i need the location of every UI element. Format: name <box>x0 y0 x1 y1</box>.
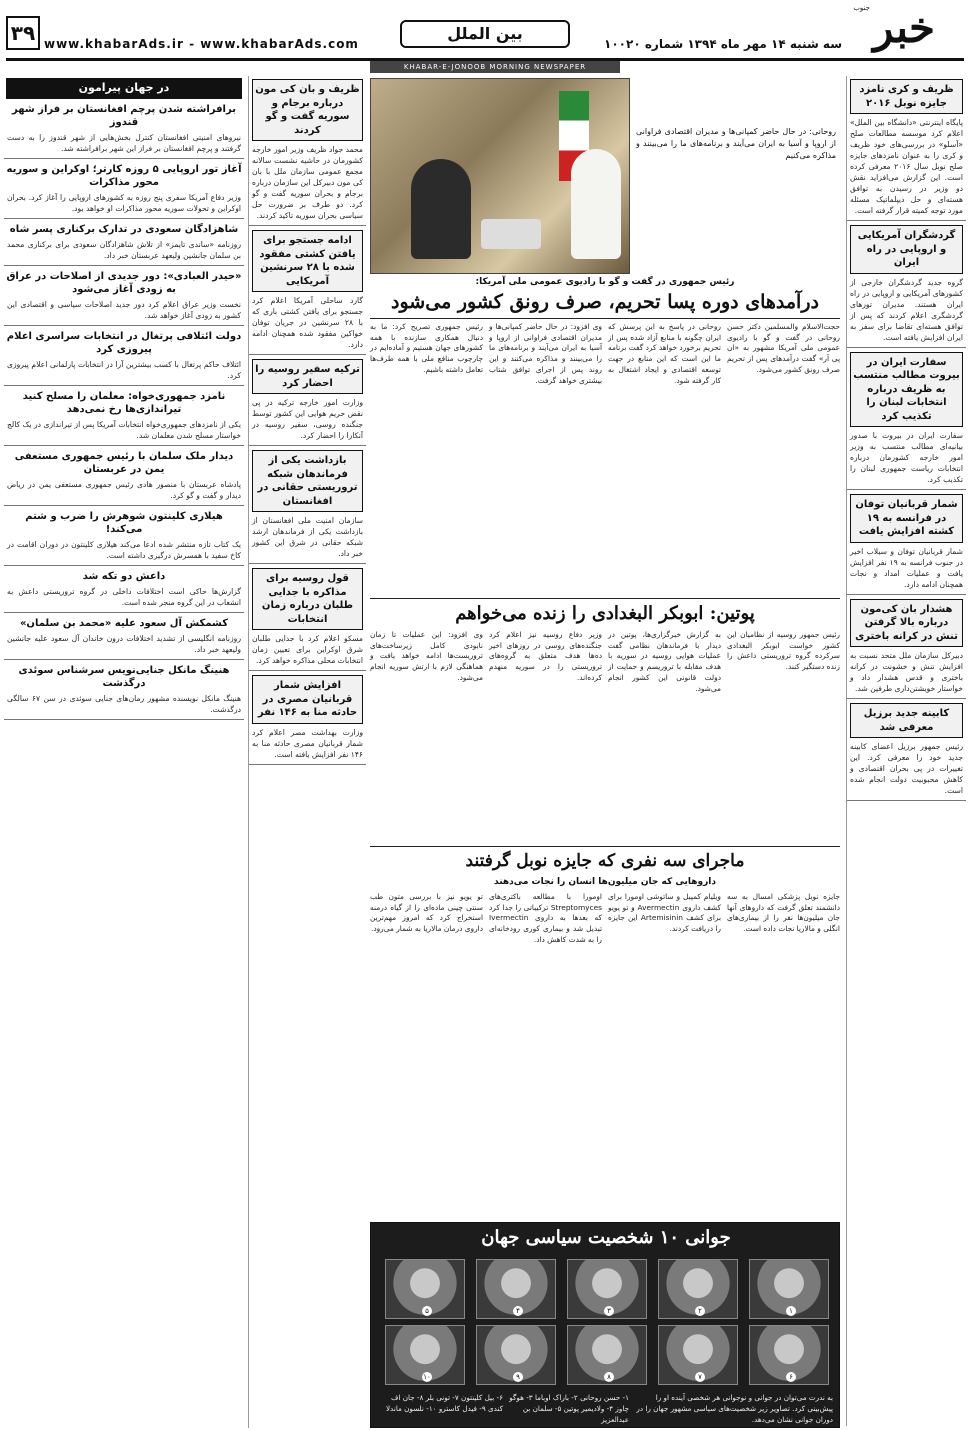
divider <box>370 598 840 599</box>
issue-line: سه شنبه ۱۴ مهر ماه ۱۳۹۴ شماره ۱۰۰۲۰ <box>604 37 842 51</box>
masthead <box>0 0 970 78</box>
story-headline[interactable]: ظریف و کری نامزد جایزه نوبل ۲۰۱۶ <box>850 79 963 114</box>
photo-number: ۱ <box>786 1306 796 1316</box>
feature-kicker: رئیس جمهوری در گفت و گو با رادیوی عمومی ملی آمریکا: <box>475 277 735 287</box>
divider <box>4 218 244 219</box>
middle-column <box>248 76 366 1428</box>
story-body: وزارت امور خارجه ترکیه در پی نقض حریم هوایی این کشور توسط جنگنده روسی، سفیر روسیه در آنکارا را احضار کرد. <box>252 398 363 440</box>
feature-photo <box>370 78 630 274</box>
divider <box>249 563 366 564</box>
story-body: دبیرکل سازمان ملل متحد نسبت به افزایش تنش و خشونت در کرانه باختری و قدس هشدار داد و خواستار خویشتن‌داری طرفین شد. <box>850 651 963 693</box>
divider <box>249 445 366 446</box>
story-paragraph: وزیر دفاع روسیه نیز اعلام کرد جنگنده‌های روسی در روزهای اخیر ده‌ها هدف متعلق به گروه‌های تروریستی را در سوریه منهدم کرده‌اند. <box>489 630 602 682</box>
story-headline[interactable]: قول روسیه برای مذاکره با جدایی طلبان درباره زمان انتخابات <box>252 568 363 630</box>
story-body: سازمان امنیت ملی افغانستان از بازداشت یکی از فرماندهان ارشد شبکه حقانی در شرق این کشور خبر داد. <box>252 516 363 558</box>
story-body: نخست وزیر عراق اعلام کرد دور جدید اصلاحات سیاسی و اقتصادی این کشور به زودی آغاز خواهد شد. <box>7 299 241 320</box>
story-headline[interactable]: برافراشته شدن پرچم افغانستان بر فراز شهر قندوز <box>12 103 236 128</box>
story-body: روزنامه انگلیسی از تشدید اختلافات درون خاندان آل سعود علیه جانشین ولیعهد خبر داد. <box>7 633 241 654</box>
person-figure-icon <box>411 159 471 259</box>
story-body: گروه جدید گردشگران خارجی از کشورهای آمریکایی و اروپایی در راه ایران هستند. مدیران تورهای گردشگری اعلام کردند که پس از توافق هسته‌ای تقاضا برای سفر به ایران افزایش یافته است. <box>850 277 963 342</box>
logo-subtitle: جنوب <box>853 4 870 12</box>
feature-body <box>370 322 840 592</box>
story-paragraph: رئیس جمهور روسیه از نظامیان این کشور خواست ابوبکر البغدادی سرکرده گروه تروریستی داعش را زنده دستگیر کنند. <box>727 630 840 672</box>
story-headline[interactable]: کابینه جدید برزیل معرفی شد <box>850 703 963 738</box>
story-body: پایگاه اینترنتی «دانشگاه بین الملل» اعلام کرد موسسه مطالعات صلح «آسلو» در بررسی‌های خود ظریف و کری را به عنوان نامزدهای جایزه صلح نوبل سال ۲۰۱۶ معرفی کرده است. این گزارش می‌افزاید نقش دو وزیر در رسیدن به توافق هسته‌ای و حل دیپلماتیک مسئله مورد توجه کمیته قرار گرفته است. <box>850 118 964 215</box>
story-paragraph: روحانی در پاسخ به این پرسش که ایران چگونه با منابع آزاد شده پس از تحریم برخورد خواهد کرد گفت برنامه ما این است که این منابع در جهت توسعه اقتصادی و ایجاد اشتغال به کار گرفته شود. <box>608 322 721 385</box>
photo-number: ۳ <box>604 1306 614 1316</box>
story-headline[interactable]: سفارت ایران در بیروت مطالب منتسب به ظریف درباره انتخابات لبنان را تکذیب کرد <box>850 352 963 428</box>
story-headline[interactable]: شاهزادگان سعودی در تدارک برکناری پسر شاه <box>9 223 239 235</box>
story-headline[interactable]: افزایش شمار قربانیان مصری در حادثه منا به ۱۴۶ نفر <box>252 675 363 724</box>
portrait-photo <box>749 1325 829 1385</box>
portrait-photo <box>658 1325 738 1385</box>
story-headline[interactable]: «حیدر العبادی»: دور جدیدی از اصلاحات در عراق به زودی آغاز می‌شود <box>6 270 242 295</box>
photo-grid <box>370 1222 840 1428</box>
photo-grid-intro: به ندرت می‌توان در جوانی و نوجوانی هر شخصی آینده او را پیش‌بینی کرد. تصاویر زیر شخصیت‌های سیاسی مشهور جهان را در دوران جوانی نشان می‌دهد. <box>636 1393 833 1424</box>
column-header: در جهان پیرامون <box>6 78 242 99</box>
story-body: یک کتاب تازه منتشر شده ادعا می‌کند هیلاری کلینتون در دوران اقامت در کاخ سفید با همسرش درگیری داشته است. <box>7 539 241 560</box>
story-body: محمد جواد ظریف وزیر امور خارجه کشورمان در حاشیه نشست سالانه مجمع عمومی سازمان ملل با بان کی مون دبیرکل این سازمان درباره برجام و بحران سوریه گفت و گو کرد. دو طرف بر ضرورت حل سیاسی بحران سوریه تاکید کردند. <box>252 145 363 220</box>
story-headline[interactable]: بازداشت یکی از فرماندهان شبکه تروریستی حقانی در افغانستان <box>252 450 363 512</box>
right-column <box>846 76 966 1426</box>
story-body: شمار قربانیان توفان و سیلاب اخیر در جنوب فرانسه به ۱۹ نفر افزایش یافت و عملیات امداد و نجات همچنان ادامه دارد. <box>850 546 963 589</box>
portrait-photo <box>658 1259 738 1319</box>
portrait-photo <box>476 1325 556 1385</box>
story-body: روزنامه «ساندی تایمز» از تلاش شاهزادگان سعودی برای برکناری محمد بن سلمان جانشین ولیعهد عربستان خبر داد. <box>7 239 241 260</box>
photo-number: ۲ <box>695 1306 705 1316</box>
story-headline[interactable]: هنینگ مانکل جنایی‌نویس سرشناس سوئدی درگذشت <box>18 664 230 689</box>
story-body: مسکو اعلام کرد با جدایی طلبان شرق اوکراین برای تعیین زمان انتخابات محلی مذاکره خواهد کرد. <box>252 634 363 665</box>
photo-number: ۵ <box>422 1306 432 1316</box>
story-body: رئیس جمهور برزیل اعضای کابینه جدید خود را معرفی کرد. این تغییرات در پی بحران اقتصادی و کاهش محبوبیت دولت انجام شده است. <box>850 742 963 795</box>
photo-number: ۶ <box>786 1372 796 1382</box>
story-body: هنینگ مانکل نویسنده مشهور رمان‌های جنایی سوئدی در سن ۶۷ سالگی درگذشت. <box>7 693 241 714</box>
section-title: بین الملل <box>400 20 570 48</box>
divider <box>249 225 366 226</box>
photo-number: ۴ <box>513 1306 523 1316</box>
portrait-photo <box>385 1325 465 1385</box>
divider <box>847 489 966 490</box>
divider <box>847 698 966 699</box>
divider <box>249 670 366 671</box>
story-headline[interactable]: ترکیه سفیر روسیه را احضار کرد <box>252 359 363 394</box>
story-body: وزارت بهداشت مصر اعلام کرد شمار قربانیان مصری حادثه منا به ۱۴۶ نفر افزایش یافته است. <box>252 727 363 759</box>
putin-headline: پوتین: ابوبکر البغدادی را زنده می‌خواهم <box>455 603 755 624</box>
story-body: گزارش‌ها حاکی است اختلافات داخلی در گروه تروریستی داعش به انشعاب در این گروه منجر شده است. <box>7 586 241 607</box>
divider <box>370 318 840 319</box>
portrait-photo <box>385 1259 465 1319</box>
divider <box>4 265 244 266</box>
photo-number: ۱۰ <box>423 1373 431 1381</box>
story-body: نیروهای امنیتی افغانستان کنترل بخش‌هایی از شهر قندوز را به دست گرفتند و پرچم افغانستان بر فراز این شهر برافراشته شد. <box>7 132 241 153</box>
person-figure-icon <box>571 149 621 259</box>
site-url[interactable]: www.khabarAds.ir - www.khabarAds.com <box>44 37 359 51</box>
divider <box>4 505 244 506</box>
photo-number: ۷ <box>695 1372 705 1382</box>
portrait-photo <box>476 1259 556 1319</box>
story-body: وزیر دفاع آمریکا سفری پنج روزه به کشورهای اروپایی را آغاز کرد. بحران اوکراین و تحولات سوریه محور مذاکرات او خواهد بود. <box>7 192 241 213</box>
nobel-subheadline: داروهایی که جان میلیون‌ها انسان را نجات می‌دهند <box>494 877 716 887</box>
divider <box>249 354 366 355</box>
divider <box>249 764 366 765</box>
newspaper-logo: خبر <box>873 3 935 52</box>
portrait-photo <box>749 1259 829 1319</box>
story-body: پادشاه عربستان با منصور هادی رئیس جمهوری مستعفی یمن در ریاض دیدار و گفت و گو کرد. <box>7 479 241 500</box>
divider <box>847 594 966 595</box>
story-headline[interactable]: شمار قربانیان توفان در فرانسه به ۱۹ کشته افزایش یافت <box>850 494 963 543</box>
story-paragraph: تو یویو نیز با بررسی متون طب سنتی چینی ماده‌ای را از گیاه درمنه استخراج کرد که امروز مهم‌ترین داروی درمان مالاریا به شمار می‌رود. <box>370 892 483 934</box>
divider <box>847 800 966 801</box>
story-paragraph: رئیس جمهوری تصریح کرد: ما به دنبال همکاری سازنده با همه کشورهای جهان هستیم و آماده‌ایم در چارچوب منافع ملی با همه طرف‌ها تعامل داشته باشیم. <box>370 322 483 374</box>
story-headline[interactable]: کشمکش آل سعود علیه «محمد بن سلمان» <box>19 617 229 629</box>
photo-grid-list-right: ۱- حسن روحانی ۲- باراک اوباما ۳- هوگو چاوز ۴- ولادیمیر پوتین ۵- سلمان بن عبدالعزیز <box>509 1393 629 1424</box>
header-strap: KHABAR-E-JONOOB MORNING NEWSPAPER <box>370 61 620 73</box>
story-paragraph: وی افزود: این عملیات تا زمان نابودی کامل زیرساخت‌های تروریست‌ها ادامه خواهد یافت و هماهنگی لازم با ارتش سوریه انجام می‌شود. <box>370 630 483 682</box>
photo-grid-list-left: ۶- بیل کلینتون ۷- تونی بلر ۸- جان اف کندی ۹- فیدل کاسترو ۱۰- نلسون ماندلا <box>385 1393 503 1413</box>
story-headline[interactable]: گردشگران آمریکایی و اروپایی در راه ایران <box>850 225 963 274</box>
putin-body <box>370 630 840 840</box>
story-headline[interactable]: دیدار ملک سلمان با رئیس جمهوری مستعفی یمن در عربستان <box>14 450 234 475</box>
photo-grid-title: جوانی ۱۰ شخصیت سیاسی جهان <box>481 1227 731 1248</box>
divider <box>4 325 244 326</box>
photo-number: ۹ <box>513 1372 523 1382</box>
divider <box>847 347 966 348</box>
story-body: یکی از نامزدهای جمهوری‌خواه انتخابات آمریکا پس از تیراندازی در یک کالج خواستار مسلح شدن معلمان شد. <box>7 419 241 440</box>
nobel-headline: ماجرای سه نفری که جایزه نوبل گرفتند <box>465 851 745 871</box>
story-paragraph: حجت‌الاسلام والمسلمین دکتر حسن روحانی در گفت و گو با رادیوی عمومی ملی آمریکا مشهور به «ان پی آر» گفت درآمدهای پس از تحریم صرف رونق کشور می‌شود. <box>727 322 840 374</box>
story-headline[interactable]: هیلاری کلینتون شوهرش را ضرب و شتم می‌کند! <box>25 510 223 535</box>
table-icon <box>481 219 541 249</box>
story-body: گارد ساحلی آمریکا اعلام کرد جستجو برای یافتن کشتی باری که با ۲۸ سرنشین در جریان توفان خواکین مفقود شده همچنان ادامه دارد. <box>252 296 363 349</box>
nobel-body <box>370 892 840 1216</box>
divider <box>4 445 244 446</box>
divider <box>4 158 244 159</box>
story-paragraph: به گزارش خبرگزاری‌ها، پوتین در دیدار با فرماندهان نظامی گفت عملیات هوایی روسیه در سوریه با هدف مقابله با تروریسم و حمایت از دولت قانونی این کشور انجام می‌شود. <box>608 630 721 693</box>
divider <box>4 612 244 613</box>
photo-number: ۸ <box>604 1372 614 1382</box>
divider <box>847 220 966 221</box>
story-paragraph: وی افزود: در حال حاضر کمپانی‌ها و مدیران اقتصادی فراوانی از اروپا و آسیا به ایران می‌آیند و برنامه‌های ما را می‌بینند و مذاکره می‌کنند و این روند پس از اجرای توافق شتاب بیشتری خواهد گرفت. <box>489 322 602 385</box>
story-body: ائتلاف حاکم پرتغال با کسب بیشترین آرا در انتخابات پارلمانی اعلام پیروزی کرد. <box>7 359 241 380</box>
divider <box>4 385 244 386</box>
story-headline[interactable]: نامزد جمهوری‌خواه: معلمان را مسلح کنید تیراندازی‌ها رخ نمی‌دهد <box>22 390 226 415</box>
story-headline[interactable]: هشدار بان کی‌مون درباره بالا گرفتن تنش در کرانه باختری <box>850 599 963 648</box>
feature-headline: درآمدهای دوره پسا تحریم، صرف رونق کشور می‌شود <box>391 291 819 313</box>
portrait-photo <box>567 1259 647 1319</box>
story-headline[interactable]: ادامه جستجو برای یافتن کشتی مفقود شده با ۲۸ سرنشین آمریکایی <box>252 230 363 292</box>
story-headline[interactable]: دولت ائتلافی پرتغال در انتخابات سراسری اعلام پیروزی کرد <box>6 330 242 355</box>
story-headline[interactable]: ظریف و بان کی مون درباره برجام و سوریه گفت و گو کردند <box>252 79 363 141</box>
portrait-photo <box>567 1325 647 1385</box>
divider <box>4 659 244 660</box>
divider <box>4 565 244 566</box>
divider <box>370 846 840 847</box>
left-column <box>4 76 244 1428</box>
photo-caption: روحانی: در حال حاضر کمپانی‌ها و مدیران اقتصادی فراوانی از اروپا و آسیا به ایران می‌آیند و برنامه‌های ما را می‌بینند و مذاکره می‌کنیم <box>636 127 836 160</box>
divider <box>4 719 244 720</box>
page-number: ۳۹ <box>6 16 40 50</box>
story-paragraph: اومورا با مطالعه باکتری‌های Streptomyces ترکیباتی را جدا کرد که بعدها به داروی Ivermectin تبدیل شد و بیماری کوری رودخانه‌ای را به شدت کاهش داد. <box>489 892 602 944</box>
story-paragraph: جایزه نوبل پزشکی امسال به سه دانشمند تعلق گرفت که داروهای آنها جان میلیون‌ها نفر را از بیماری‌های انگلی و مالاریا نجات داده است. <box>727 892 840 934</box>
story-paragraph: ویلیام کمپبل و ساتوشی اومورا برای کشف داروی Avermectin و تو یویو برای کشف Artemisinin این جایزه را دریافت کردند. <box>608 892 722 934</box>
story-headline[interactable]: داعش دو تکه شد <box>82 570 166 582</box>
story-body: سفارت ایران در بیروت با صدور بیانیه‌ای مطالب منتسب به وزیر امور خارجه کشورمان درباره انتخابات ریاست جمهوری لبنان را تکذیب کرد. <box>850 431 963 484</box>
story-headline[interactable]: آغاز تور اروپایی ۵ روزه کارتر؛ اوکراین و سوریه محور مذاکرات <box>6 163 242 188</box>
